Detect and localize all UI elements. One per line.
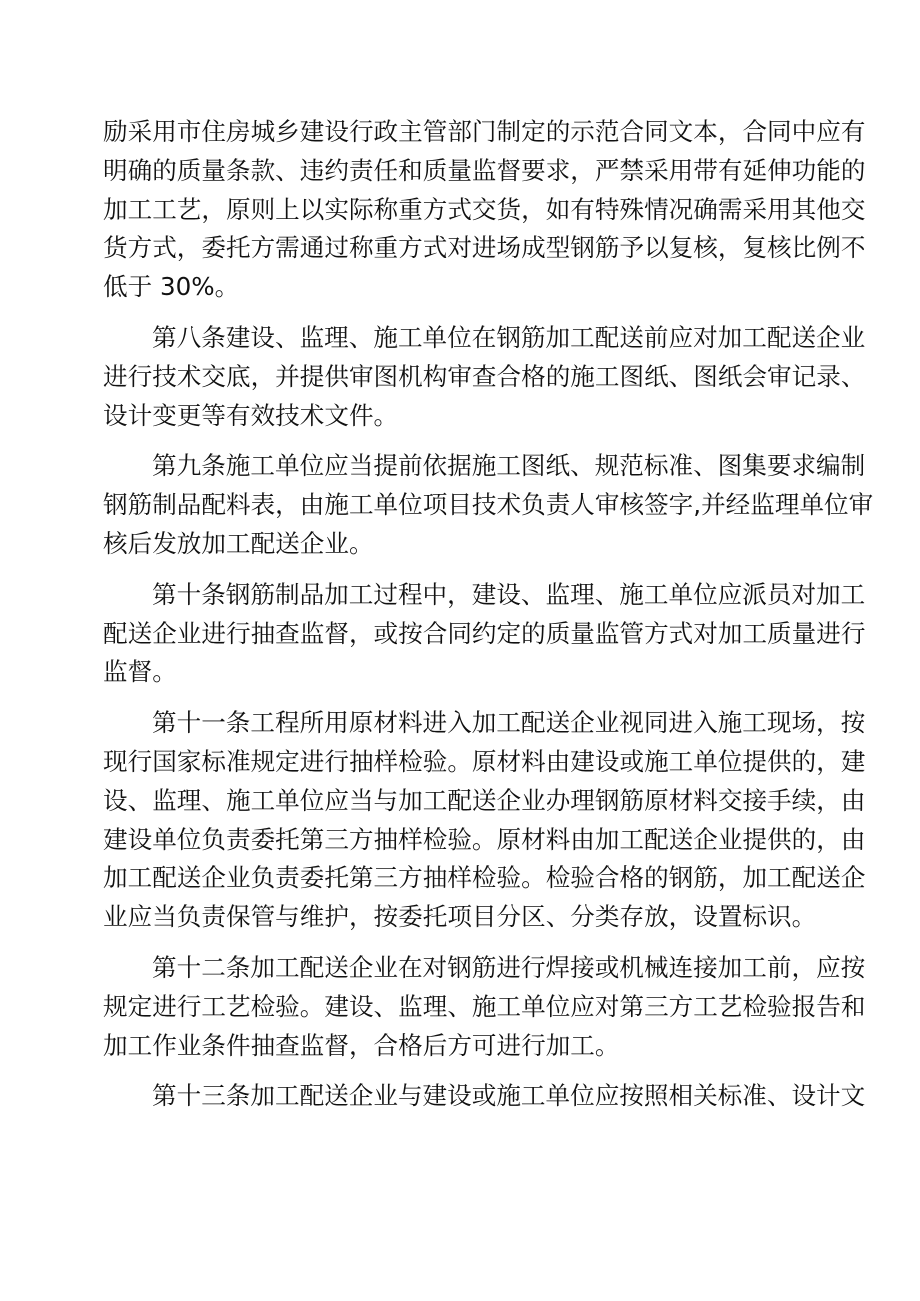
- paragraph-article-9: [0, 447, 920, 563]
- paragraph-article-8: [0, 319, 920, 435]
- text-line: 业应当负责保管与维护，按委托项目分区、分类存放，设置标识。: [103, 902, 817, 932]
- text-line: 第九条施工单位应当提前依据施工图纸、规范标准、图集要求编制: [152, 451, 866, 481]
- text-line: 加工工艺，原则上以实际称重方式交货，如有特殊情况确需采用其他交: [103, 194, 866, 224]
- paragraph-article-13: [0, 1077, 920, 1116]
- paragraph-contract-terms: [0, 113, 920, 307]
- text-line: 进行技术交底，并提供审图机构审查合格的施工图纸、图纸会审记录、: [103, 361, 866, 391]
- text-line: 加工作业条件抽查监督，合格后方可进行加工。: [103, 1030, 620, 1060]
- text-line: 第十一条工程所用原材料进入加工配送企业视同进入施工现场，按: [152, 708, 866, 738]
- text-line: 核后发放加工配送企业。: [103, 528, 374, 558]
- text-line: 明确的质量条款、违约责任和质量监督要求，严禁采用带有延伸功能的: [103, 155, 866, 185]
- paragraph-article-10: [0, 576, 920, 692]
- text-line: 设计变更等有效技术文件。: [103, 400, 399, 430]
- text-line: 设、监理、施工单位应当与加工配送企业办理钢筋原材料交接手续，由: [103, 785, 866, 815]
- text-line: 第十条钢筋制品加工过程中，建设、监理、施工单位应派员对加工: [152, 579, 866, 609]
- text-line: 钢筋制品配料表，由施工单位项目技术负责人审核签字,并经监理单位审: [103, 490, 874, 520]
- text-line: 第八条建设、监理、施工单位在钢筋加工配送前应对加工配送企业: [152, 322, 866, 352]
- paragraph-article-11: [0, 704, 920, 937]
- text-line: 货方式，委托方需通过称重方式对进场成型钢筋予以复核，复核比例不: [103, 233, 866, 263]
- paragraph-article-12: [0, 949, 920, 1065]
- text-line: 配送企业进行抽查监督，或按合同约定的质量监管方式对加工质量进行: [103, 618, 866, 648]
- text-line: 低于 30%。: [103, 272, 240, 302]
- text-line: 第十三条加工配送企业与建设或施工单位应按照相关标准、设计文: [152, 1081, 866, 1111]
- text-line: 加工配送企业负责委托第三方抽样检验。检验合格的钢筋，加工配送企: [103, 863, 866, 893]
- text-line: 建设单位负责委托第三方抽样检验。原材料由加工配送企业提供的，由: [103, 824, 866, 854]
- text-line: 规定进行工艺检验。建设、监理、施工单位应对第三方工艺检验报告和: [103, 991, 866, 1021]
- text-line: 第十二条加工配送企业在对钢筋进行焊接或机械连接加工前，应按: [152, 952, 866, 982]
- text-line: 监督。: [103, 657, 177, 687]
- text-line: 现行国家标准规定进行抽样检验。原材料由建设或施工单位提供的，建: [103, 746, 866, 776]
- text-line: 励采用市住房城乡建设行政主管部门制定的示范合同文本，合同中应有: [103, 117, 866, 146]
- document-body: [0, 113, 920, 1116]
